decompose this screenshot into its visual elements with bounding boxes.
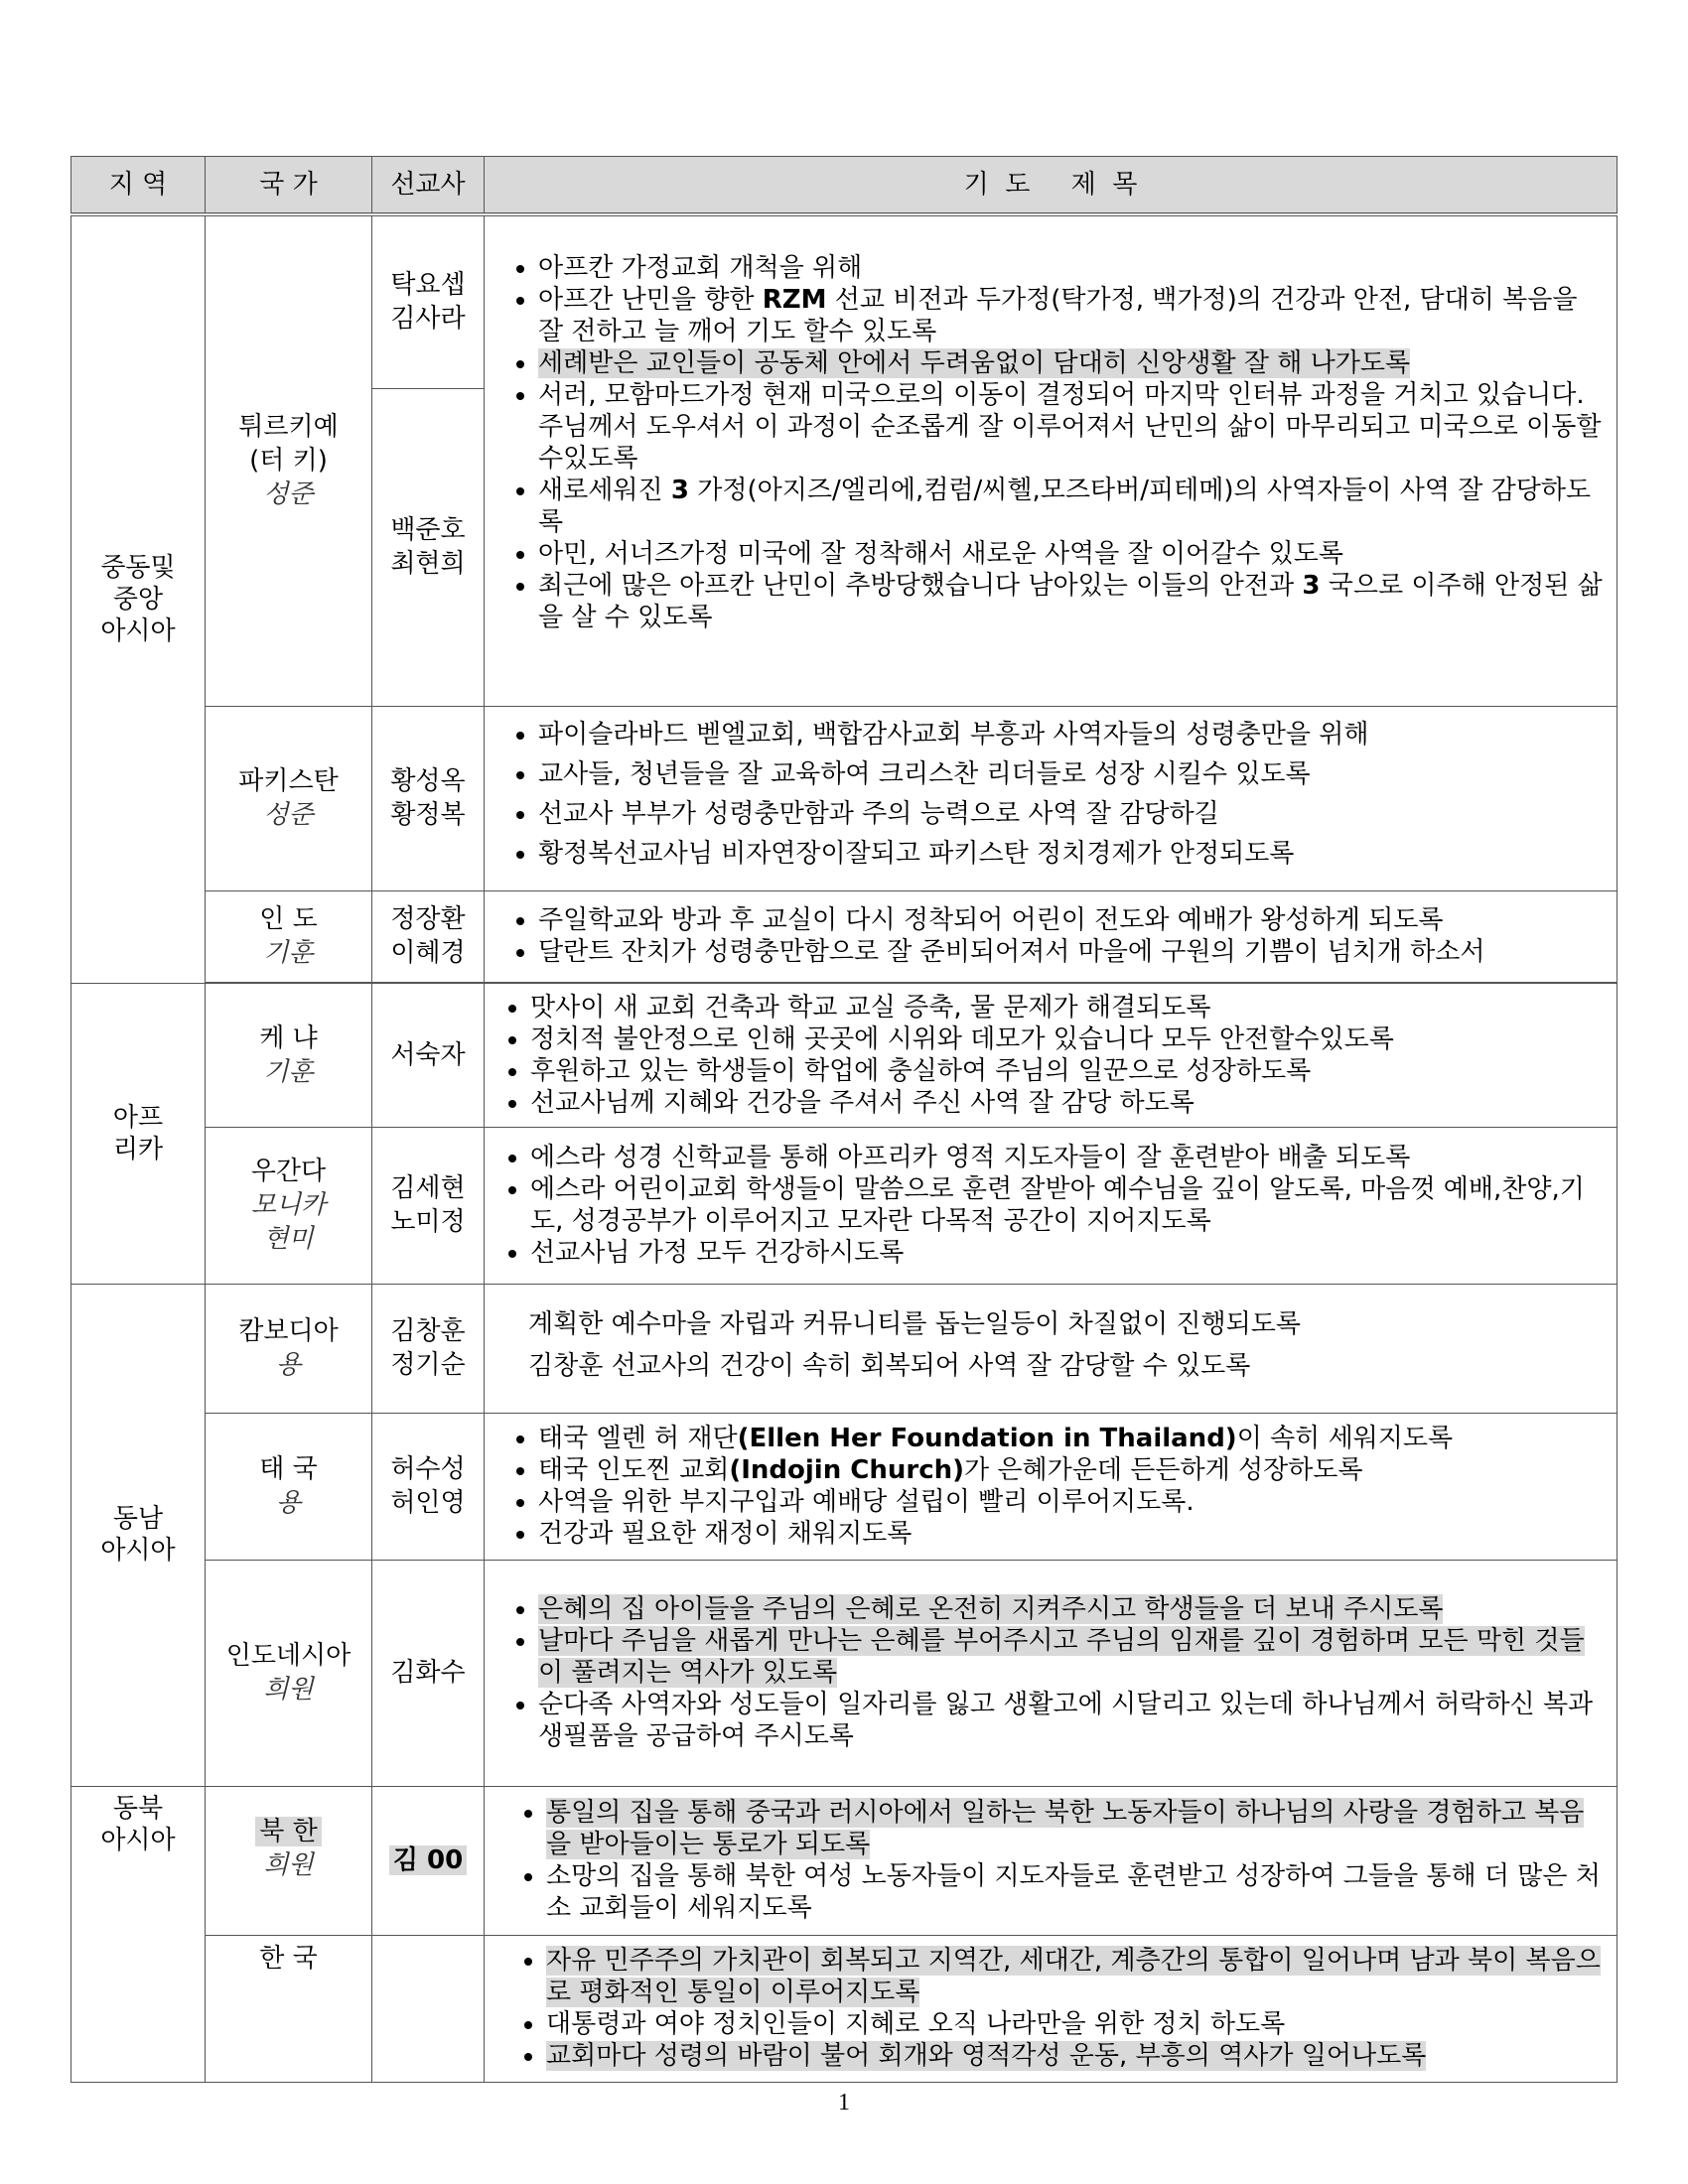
list-item: • 파이슬라바드 벧엘교회, 백합감사교회 부흥과 사역자들의 성령충만을 위해 xyxy=(538,719,1603,751)
region-africa: 아프 리카 xyxy=(71,983,206,1284)
country-india: 인 도 기훈 xyxy=(206,890,372,982)
list-item: • 달란트 잔치가 성령충만함으로 잘 준비되어져서 마을에 구원의 기쁨이 넘치개 하소서 xyxy=(538,936,1603,968)
region-middle-east: 중동및 중앙 아시아 xyxy=(71,214,206,983)
list-item: • 대통령과 여야 정치인들이 지혜로 오직 나라만을 위한 정치 하도록 xyxy=(546,2008,1603,2040)
list-item: • 선교사님께 지혜와 건강을 주셔서 주신 사역 잘 감당 하도록 xyxy=(530,1087,1603,1119)
country-thailand: 태 국 용 xyxy=(206,1413,372,1560)
table-row-thailand xyxy=(71,1413,1618,1560)
topics-thailand xyxy=(485,1413,1618,1560)
topics-indonesia xyxy=(485,1560,1618,1786)
country-turkey: 튀르키예 (터 키) 성준 xyxy=(206,214,372,706)
list-item: • 선교사님 가정 모두 건강하시도록 xyxy=(530,1237,1603,1269)
missionary-kenya: 서숙자 xyxy=(372,983,485,1127)
topics-pakistan xyxy=(485,706,1618,890)
table-row-korea xyxy=(71,1935,1618,2082)
topics-korea xyxy=(485,1935,1618,2082)
list-item: • 새로세워진 3 가정(아지즈/엘리에,컴럼/씨헬,모즈타버/피테메)의 사역자들이 사역 잘 감당하도록 xyxy=(538,475,1603,538)
country-north-korea: 북 한 희원 xyxy=(206,1786,372,1935)
topics-cambodia xyxy=(485,1284,1618,1413)
missionary-north-korea: 김 00 xyxy=(372,1786,485,1935)
list-item: • 에스라 성경 신학교를 통해 아프리카 영적 지도자들이 잘 훈련받아 배출 되도록 xyxy=(530,1142,1603,1173)
list-item: • 소망의 집을 통해 북한 여성 노동자들이 지도자들로 훈련받고 성장하여 그들을 통해 더 많은 처소 교회들이 세워지도록 xyxy=(546,1860,1603,1924)
list-item: • 서러, 모함마드가정 현재 미국으로의 이동이 결정되어 마지막 인터뷰 과정을 거치고 있습니다. 주님께서 도우셔서 이 과정이 순조롭게 잘 이루어져서 난민의 삶이 마무리되고 미국으로 이동할 수있도록 xyxy=(538,379,1603,475)
header-missionary: 선교사 xyxy=(372,157,485,215)
list-item: • 후원하고 있는 학생들이 학업에 충실하여 주님의 일꾼으로 성장하도록 xyxy=(530,1055,1603,1087)
missionary-turkey-2: 백준호 최현희 xyxy=(372,388,485,706)
topics-kenya xyxy=(485,983,1618,1127)
missionary-uganda: 김세현 노미정 xyxy=(372,1127,485,1284)
list-item: • 최근에 많은 아프칸 난민이 추방당했습니다 남아있는 이들의 안전과 3 국으로 이주해 안정된 삶을 살 수 있도록 xyxy=(538,570,1603,633)
country-indonesia: 인도네시아 희원 xyxy=(206,1560,372,1786)
missionary-india: 정장환 이혜경 xyxy=(372,890,485,982)
topics-turkey xyxy=(485,214,1618,706)
list-item: • 정치적 불안정으로 인해 곳곳에 시위와 데모가 있습니다 모두 안전할수있도록 xyxy=(530,1024,1603,1055)
list-item: • 교사들, 청년들을 잘 교육하여 크리스찬 리더들로 성장 시킬수 있도록 xyxy=(538,758,1603,790)
table-row-india xyxy=(71,890,1618,982)
header-region: 지 역 xyxy=(71,157,206,215)
list-item: • 에스라 어린이교회 학생들이 말씀으로 훈련 잘받아 예수님을 깊이 알도록, 마음껏 예배,찬양,기도, 성경공부가 이루어지고 모자란 다목적 공간이 지어지도록 xyxy=(530,1173,1603,1237)
list-item: • 통일의 집을 통해 중국과 러시아에서 일하는 북한 노동자들이 하나님의 사랑을 경험하고 복음을 받아들이는 통로가 되도록 xyxy=(546,1797,1603,1860)
list-item: 김창훈 선교사의 건강이 속히 회복되어 사역 잘 감당할 수 있도록 xyxy=(528,1351,1251,1381)
missionary-thailand: 허수성 허인영 xyxy=(372,1413,485,1560)
table-row-kenya xyxy=(71,983,1618,1127)
table-row-turkey-1 xyxy=(71,214,1618,388)
list-item: • 은혜의 집 아이들을 주님의 은혜로 온전히 지켜주시고 학생들을 더 보내 주시도록 xyxy=(538,1593,1603,1625)
region-southeast-asia: 동남 아시아 xyxy=(71,1284,206,1786)
missionary-turkey-1: 탁요셉 김사라 xyxy=(372,214,485,388)
country-cambodia: 캄보디아 용 xyxy=(206,1284,372,1413)
header-topic: 기 도 제 목 xyxy=(485,157,1618,215)
list-item: • 아민, 서너즈가정 미국에 잘 정착해서 새로운 사역을 잘 이어갈수 있도록 xyxy=(538,538,1603,570)
country-pakistan: 파키스탄 성준 xyxy=(206,706,372,890)
list-item: • 순다족 사역자와 성도들이 일자리를 잃고 생활고에 시달리고 있는데 하나님께서 허락하신 복과 생필품을 공급하여 주시도록 xyxy=(538,1689,1603,1752)
country-korea: 한 국 xyxy=(206,1935,372,2082)
topics-india xyxy=(485,890,1618,982)
missionary-indonesia: 김화수 xyxy=(372,1560,485,1786)
list-item: • 건강과 필요한 재정이 채워지도록 xyxy=(538,1518,1603,1550)
table-row-north-korea xyxy=(71,1786,1618,1935)
list-item: 계획한 예수마을 자립과 커뮤니티를 돕는일등이 차질없이 진행되도록 xyxy=(528,1309,1301,1339)
list-item: • 맛사이 새 교회 건축과 학교 교실 증축, 물 문제가 해결되도록 xyxy=(530,992,1603,1024)
prayer-table xyxy=(70,156,1618,2083)
country-kenya: 케 냐 기훈 xyxy=(206,983,372,1127)
table-row-pakistan xyxy=(71,706,1618,890)
region-northeast-asia: 동북 아시아 xyxy=(71,1786,206,2082)
page-number: 1 xyxy=(838,2090,850,2116)
header-country: 국 가 xyxy=(206,157,372,215)
list-item: • 태국 인도찐 교회(Indojin Church)가 은혜가운데 든든하게 성장하도록 xyxy=(538,1454,1603,1486)
list-item: • 자유 민주주의 가치관이 회복되고 지역간, 세대간, 계층간의 통합이 일어나며 남과 북이 복음으로 평화적인 통일이 이루어지도록 xyxy=(546,1945,1603,2008)
list-item: • 날마다 주님을 새롭게 만나는 은혜를 부어주시고 주님의 임재를 깊이 경험하며 모든 막힌 것들이 풀려지는 역사가 있도록 xyxy=(538,1625,1603,1689)
list-item: • 황정복선교사님 비자연장이잘되고 파키스탄 정치경제가 안정되도록 xyxy=(538,838,1603,870)
list-item: • 아프간 난민을 향한 RZM 선교 비전과 두가정(탁가정, 백가정)의 건강과 안전, 담대히 복음을 잘 전하고 늘 깨어 기도 할수 있도록 xyxy=(538,284,1603,347)
list-item: • 아프칸 가정교회 개척을 위해 xyxy=(538,252,1603,284)
list-item: • 세례받은 교인들이 공동체 안에서 두려움없이 담대히 신앙생활 잘 해 나가도록 xyxy=(538,347,1603,379)
table-row-indonesia xyxy=(71,1560,1618,1786)
country-uganda: 우간다 모니카 현미 xyxy=(206,1127,372,1284)
list-item: • 교회마다 성령의 바람이 불어 회개와 영적각성 운동, 부흥의 역사가 일어나도록 xyxy=(546,2040,1603,2072)
topics-north-korea xyxy=(485,1786,1618,1935)
list-item: • 태국 엘렌 허 재단(Ellen Her Foundation in Thailand)이 속히 세워지도록 xyxy=(538,1423,1603,1454)
missionary-cambodia: 김창훈 정기순 xyxy=(372,1284,485,1413)
missionary-pakistan: 황성옥 황정복 xyxy=(372,706,485,890)
list-item: • 주일학교와 방과 후 교실이 다시 정착되어 어린이 전도와 예배가 왕성하게 되도록 xyxy=(538,904,1603,936)
missionary-korea xyxy=(372,1935,485,2082)
list-item: • 선교사 부부가 성령충만함과 주의 능력으로 사역 잘 감당하길 xyxy=(538,798,1603,830)
table-row-cambodia xyxy=(71,1284,1618,1413)
topics-uganda xyxy=(485,1127,1618,1284)
table-row-uganda xyxy=(71,1127,1618,1284)
list-item: • 사역을 위한 부지구입과 예배당 설립이 빨리 이루어지도록. xyxy=(538,1486,1603,1518)
header-row xyxy=(71,157,1618,215)
